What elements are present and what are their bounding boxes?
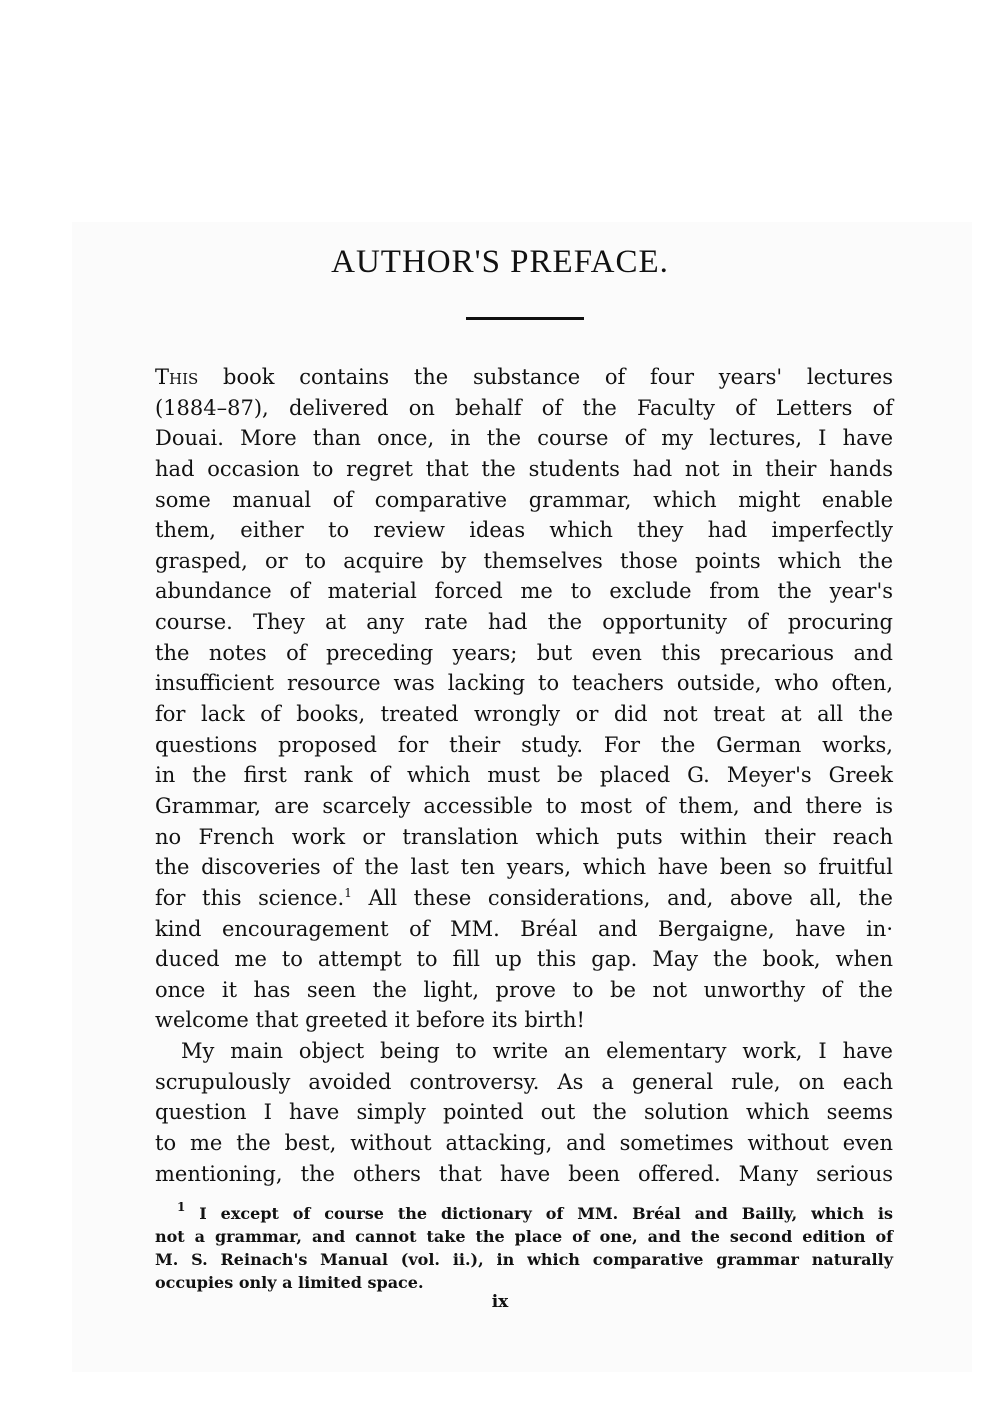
footnote-line-text: I except of course the dictionary of MM. Bréal and Bailly, which is bbox=[185, 1204, 893, 1223]
body-line: Douai. More than once, in the course of my lectures, I have bbox=[155, 426, 893, 451]
body-line-text: book contains the substance of four years' lectures bbox=[198, 365, 893, 389]
body-line: some manual of comparative grammar, which might enable bbox=[155, 487, 893, 512]
paragraph-end-line: welcome that greeted it before its birth! bbox=[155, 1008, 585, 1033]
body-line: them, either to review ideas which they had imperfectly bbox=[155, 518, 893, 543]
footnote-line: M. S. Reinach's Manual (vol. ii.), in which comparative grammar naturally bbox=[155, 1250, 893, 1269]
body-line: (1884–87), delivered on behalf of the Faculty of Letters of bbox=[155, 395, 893, 420]
body-line: to me the best, without attacking, and sometimes without even bbox=[155, 1131, 893, 1156]
body-line: grasped, or to acquire by themselves those points which the bbox=[155, 548, 893, 573]
page-title: AUTHOR'S PREFACE. bbox=[331, 244, 669, 280]
footnote-marker: 1 bbox=[177, 1200, 186, 1214]
body-line: in the first rank of which must be placed G. Meyer's Greek bbox=[155, 763, 893, 788]
body-line-text: for this science. bbox=[155, 885, 345, 910]
body-line: Grammar, are scarcely accessible to most of them, and there is bbox=[155, 793, 893, 818]
body-line: mentioning, the others that have been offered. Many serious bbox=[155, 1161, 893, 1186]
body-line: abundance of material forced me to exclude from the year's bbox=[155, 579, 893, 604]
body-line: scrupulously avoided controversy. As a general rule, on each bbox=[155, 1069, 893, 1094]
body-line: question I have simply pointed out the solution which seems bbox=[155, 1100, 893, 1125]
preface-body bbox=[155, 362, 893, 1189]
body-line bbox=[155, 883, 893, 914]
body-line: had occasion to regret that the students had not in their hands bbox=[155, 456, 893, 481]
footnote-reference[interactable]: 1 bbox=[344, 885, 352, 900]
title-divider bbox=[466, 317, 584, 320]
body-line-text: All these considerations, and, above all, the bbox=[351, 885, 893, 910]
opening-word: This bbox=[155, 365, 199, 389]
body-line: no French work or translation which puts within their reach bbox=[155, 824, 893, 849]
footnote-line: not a grammar, and cannot take the place of one, and the second edition of bbox=[155, 1227, 893, 1246]
body-line: questions proposed for their study. For the German works, bbox=[155, 732, 893, 757]
body-line: course. They at any rate had the opportunity of procuring bbox=[155, 610, 893, 635]
body-line: for lack of books, treated wrongly or did not treat at all the bbox=[155, 702, 893, 727]
footnote-line: occupies only a limited space. bbox=[155, 1273, 424, 1292]
body-line bbox=[155, 362, 893, 393]
footnote-line bbox=[155, 1202, 893, 1225]
body-line: duced me to attempt to fill up this gap. May the book, when bbox=[155, 947, 893, 972]
page-number: ix bbox=[491, 1292, 509, 1312]
body-line: insufficient resource was lacking to teachers outside, who often, bbox=[155, 671, 893, 696]
body-line: the notes of preceding years; but even this precarious and bbox=[155, 640, 893, 665]
body-line: once it has seen the light, prove to be not unworthy of the bbox=[155, 977, 893, 1002]
body-line: the discoveries of the last ten years, which have been so fruitful bbox=[155, 855, 893, 880]
footnote bbox=[155, 1202, 893, 1294]
body-line: kind encouragement of MM. Bréal and Bergaigne, have in· bbox=[155, 916, 893, 941]
paragraph-start-line: My main object being to write an elementary work, I have bbox=[181, 1039, 893, 1064]
